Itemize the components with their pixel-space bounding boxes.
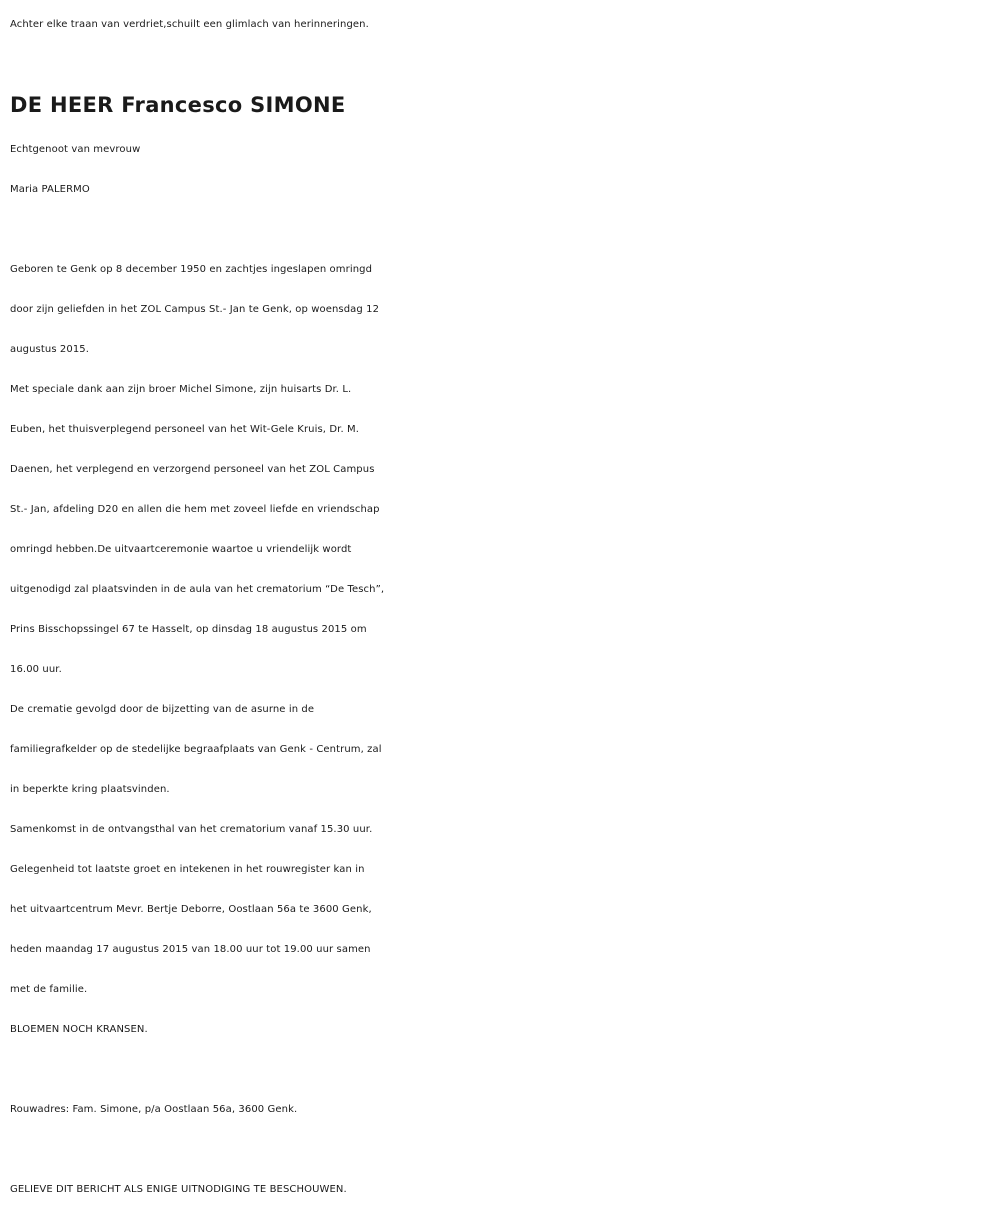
flowers-notice: BLOEMEN NOCH KRANSEN. xyxy=(10,1024,148,1035)
body-line: Gelegenheid tot laatste groet en intekenen in het rouwregister kan in xyxy=(10,864,365,875)
closing-notice: GELIEVE DIT BERICHT ALS ENIGE UITNODIGING TE BESCHOUWEN. xyxy=(10,1184,347,1195)
body-line: het uitvaartcentrum Mevr. Bertje Deborre, Oostlaan 56a te 3600 Genk, xyxy=(10,904,372,915)
body-line: in beperkte kring plaatsvinden. xyxy=(10,784,170,795)
body-line: Samenkomst in de ontvangsthal van het crematorium vanaf 15.30 uur. xyxy=(10,824,373,835)
announcement-body xyxy=(10,250,995,1050)
body-line: met de familie. xyxy=(10,984,88,995)
spouse-line-2: Maria PALERMO xyxy=(10,184,90,195)
body-line: Met speciale dank aan zijn broer Michel Simone, zijn huisarts Dr. L. xyxy=(10,384,352,395)
body-line: augustus 2015. xyxy=(10,344,90,355)
motto-quote: Achter elke traan van verdriet,schuilt een glimlach van herinneringen. xyxy=(10,19,369,30)
spacer xyxy=(10,1050,995,1090)
body-line: familiegrafkelder op de stedelijke begraafplaats van Genk - Centrum, zal xyxy=(10,744,382,755)
spacer xyxy=(10,210,995,250)
body-line: Prins Bisschopssingel 67 te Hasselt, op dinsdag 18 augustus 2015 om xyxy=(10,624,367,635)
body-line: Geboren te Genk op 8 december 1950 en zachtjes ingeslapen omringd xyxy=(10,264,373,275)
deceased-name: DE HEER Francesco SIMONE xyxy=(10,93,346,117)
body-line: omringd hebben.De uitvaartceremonie waartoe u vriendelijk wordt xyxy=(10,544,352,555)
body-line: uitgenodigd zal plaatsvinden in de aula van het crematorium “De Tesch”, xyxy=(10,584,385,595)
spouse-line-1: Echtgenoot van mevrouw xyxy=(10,144,141,155)
mourning-address: Rouwadres: Fam. Simone, p/a Oostlaan 56a, 3600 Genk. xyxy=(10,1104,298,1115)
body-line: door zijn geliefden in het ZOL Campus St.- Jan te Genk, op woensdag 12 xyxy=(10,304,380,315)
body-line: St.- Jan, afdeling D20 en allen die hem met zoveel liefde en vriendschap xyxy=(10,504,380,515)
body-line: Euben, het thuisverplegend personeel van het Wit-Gele Kruis, Dr. M. xyxy=(10,424,360,435)
body-line: Daenen, het verplegend en verzorgend personeel van het ZOL Campus xyxy=(10,464,375,475)
body-line: heden maandag 17 augustus 2015 van 18.00 uur tot 19.00 uur samen xyxy=(10,944,371,955)
body-line: De crematie gevolgd door de bijzetting van de asurne in de xyxy=(10,704,315,715)
obituary-notice xyxy=(10,0,995,1210)
body-line: 16.00 uur. xyxy=(10,664,62,675)
spacer xyxy=(10,1130,995,1170)
